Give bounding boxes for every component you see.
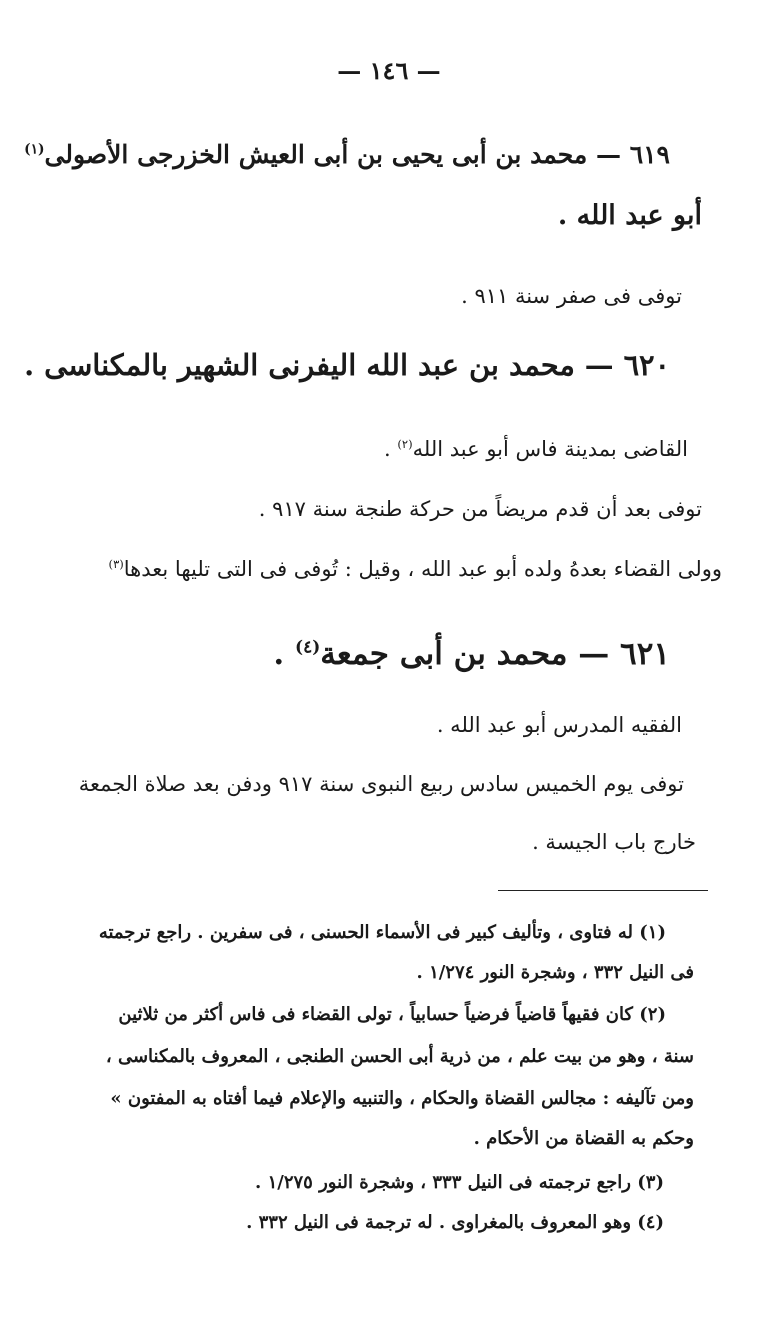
footnote-separator: [498, 890, 708, 891]
footnote-3: (٣) راجع ترجمته فى النيل ٣٣٣ ، وشجرة النور ١/٢٧٥ .: [255, 1172, 664, 1193]
entry-line-end: .: [384, 437, 398, 461]
entry-line: خارج باب الجيسة .: [532, 830, 696, 854]
footnote-2-continuation: ومن تآليفه : مجالس القضاة والحكام ، والتنبيه والإعلام فيما أفتاه به المفتون »: [110, 1088, 694, 1109]
entry-line: [384, 437, 688, 461]
entry-line: توفى يوم الخميس سادس ربيع النبوى سنة ٩١٧ ودفن بعد صلاة الجمعة: [78, 772, 684, 796]
entry-line-text: القاضى بمدينة فاس أبو عبد الله: [412, 437, 688, 461]
entry-heading-619: [24, 140, 670, 169]
footnote-ref-1[interactable]: (١): [24, 141, 45, 158]
footnote-1-continuation: فى النيل ٣٣٢ ، وشجرة النور ١/٢٧٤ .: [416, 962, 694, 983]
footnote-2-continuation: وحكم به القضاة من الأحكام .: [473, 1128, 694, 1149]
entry-heading-text: ٦٢١ — محمد بن أبى جمعة: [320, 636, 670, 672]
footnote-4: (٤) وهو المعروف بالمغراوى . له ترجمة فى النيل ٣٣٢ .: [246, 1212, 664, 1233]
footnote-1: (١) له فتاوى ، وتأليف كبير فى الأسماء الحسنى ، فى سفرين . راجع ترجمته: [98, 922, 666, 943]
entry-line: [109, 557, 722, 581]
entry-line: الفقيه المدرس أبو عبد الله .: [436, 713, 682, 737]
footnote-ref-3[interactable]: (٣): [108, 557, 124, 571]
entry-heading-619-continuation: أبو عبد الله .: [557, 200, 702, 231]
page-number: — ١٤٦ —: [337, 56, 441, 85]
footnote-ref-4[interactable]: (٤): [295, 637, 321, 658]
entry-heading-end: .: [273, 636, 296, 672]
entry-line: توفى فى صفر سنة ٩١١ .: [461, 284, 682, 308]
entry-heading-621: [273, 636, 670, 672]
entry-line-text: وولى القضاء بعدهُ ولده أبو عبد الله ، وقيل : تُوفى فى التى تليها بعدها: [123, 557, 722, 581]
entry-heading-620: ٦٢٠ — محمد بن عبد الله اليفرنى الشهير بالمكناسى .: [24, 348, 670, 382]
entry-line: توفى بعد أن قدم مريضاً من حركة طنجة سنة ٩١٧ .: [258, 497, 702, 521]
entry-heading-text: ٦١٩ — محمد بن أبى يحيى بن أبى العيش الخزرجى الأصولى: [44, 140, 670, 169]
footnote-2: (٢) كان فقيهاً قاضياً فرضياً حسابياً ، تولى القضاء فى فاس أكثر من ثلاثين: [118, 1004, 666, 1025]
footnote-2-continuation: سنة ، وهو من بيت علم ، من ذرية أبى الحسن الطنجى ، المعروف بالمكناسى ،: [105, 1046, 694, 1067]
footnote-ref-2[interactable]: (٢): [397, 437, 413, 451]
